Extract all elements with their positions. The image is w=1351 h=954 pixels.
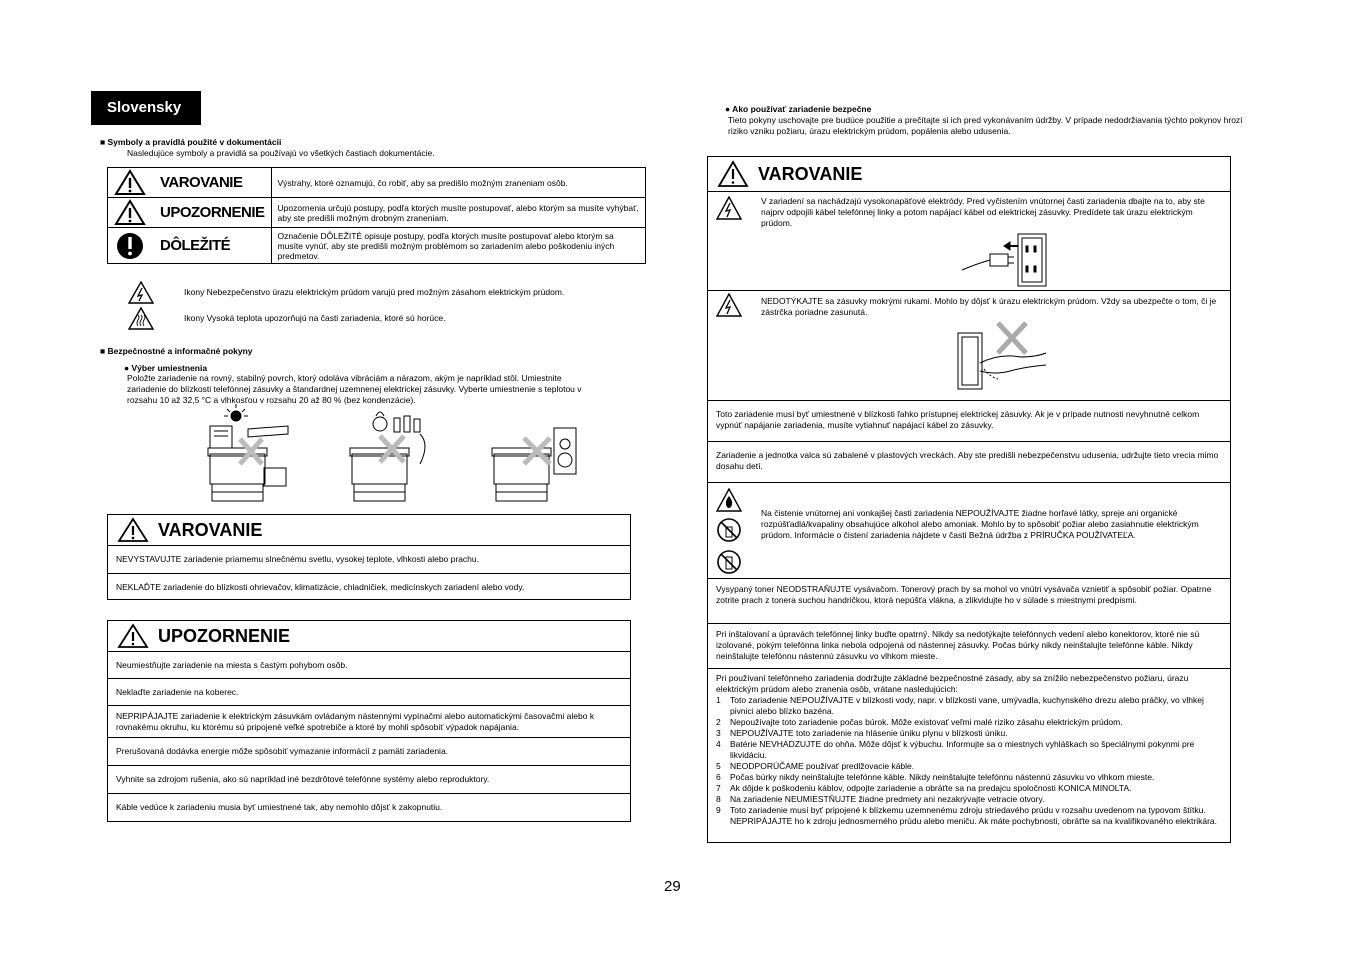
fire-icon [716,488,742,512]
warning-triangle-icon [116,517,150,543]
location-heading: ● Výber umiestnenia [124,363,208,373]
symbols-heading: ■ Symboly a pravidlá použité v dokumentácii [100,137,282,147]
left-caution-row-6: Káble vedúce k zariadeniu musia byť umiestnené tak, aby nemohlo dôjsť k zakopnutiu. [108,793,630,821]
list-item [716,728,1222,739]
list-item [716,761,1222,772]
list-item-text: Ak dôjde k poškodeniu káblov, odpojte zariadenie a obráťte sa na predajcu spoločnosti KONICA MINOLTA. [730,783,1132,793]
no-alcohol-icon [716,549,742,575]
list-item-number: 9 [716,805,721,815]
shock-icon-note: Ikony Nebezpečenstvo úrazu elektrickým prúdom varujú pred možným zásahom elektrickým prúdom. [128,281,564,304]
symbol-warning-text: Výstrahy, ktoré oznamujú, čo robiť, aby sa predišlo možným zraneniam osôb. [271,168,645,198]
location-text: Položte zariadenie na rovný, stabilný povrch, ktorý odoláva vibráciám a nárazom, akým je napríklad stôl. Umiestnite zariadenie do blízkosti telefónnej zásuvky a štandardnej uzemnenej elektrickej zásuvky. Vyberte umiestnenie s teplotou v rozsahu 10 až 32,5 °C a vlhkosťou v rozsahu 20 až 80 % (bez kondenzácie). [127,373,582,405]
right-row-3: Toto zariadenie musí byť umiestnené v blízkosti ľahko prístupnej elektrickej zásuvky. Ak je v prípade nutnosti nevyhnutné celkom vypnúť napájanie zariadenia, musíte vytiahnuť napájací kábel zo zásuvky. [708,400,1230,441]
left-caution-row-1: Neumiestňujte zariadenie na miesta s častým pohybom osôb. [108,651,630,678]
unplug-illustration [960,232,1050,288]
list-item [716,805,1222,827]
list-item-number: 4 [716,739,721,749]
list-item-number: 2 [716,717,721,727]
list-item-number: 7 [716,783,721,793]
left-caution-row-5: Vyhnite sa zdrojom rušenia, ako sú napríklad iné bezdrôtové telefónne systémy alebo reproduktory. [108,765,630,793]
electric-shock-icon [716,293,742,317]
list-item-text: Toto zariadenie musí byť pripojené k blízkemu uzemnenému zdroju striedavého prúdu v rozsahu uvedenom na typovom štítku. NEPRIPÁJAJTE ho k zdroju jednosmerného prúdu alebo meniču. Ak máte pochybnosti, obráťte sa na kvalifikovaného elektrikára. [730,805,1218,826]
right-warning-box [707,156,1231,843]
safe-use-heading: ● Ako používať zariadenie bezpečne [725,104,872,114]
symbol-caution: UPOZORNENIE [108,198,272,228]
left-caution-title: UPOZORNENIE [108,621,630,651]
safety-heading: ■ Bezpečnostné a informačné pokyny [100,346,253,356]
symbol-caution-text: Upozornenia určujú postupy, podľa ktorých musíte postupovať, alebo ktorým sa musíte vyhýbať, aby ste predišli možným drobným zraneniam. [271,198,645,228]
list-item-text: Na zariadenie NEUMIESTŇUJTE žiadne predmety ani nezakrývajte vetracie otvory. [730,794,1045,804]
list-item-text: Počas búrky nikdy neinštalujte telefónne káble. Nikdy neinštalujte telefónnu nástennú zásuvku vo vlhkom mieste. [730,772,1155,782]
left-caution-box [107,620,631,822]
list-item-number: 3 [716,728,721,738]
electric-shock-icon [716,196,742,220]
printer-speaker-illustration [492,428,576,501]
hot-icon-note: Ikony Vysoká teplota upozorňujú na časti zariadenia, ktoré sú horúce. [128,307,445,330]
left-warning-row-1: NEVYSTAVUJTE zariadenie priamemu slnečnému svetlu, vysokej teplote, vlhkosti alebo prachu. [108,545,630,573]
symbols-table [107,167,646,264]
list-intro: Pri používaní telefónneho zariadenia dodržujte základné bezpečnostné zásady, aby sa znížilo nebezpečenstvo požiaru, úrazu elektrickým prúdom alebo zranenia osôb, vrátane nasledujúcich: [716,673,1189,694]
left-caution-row-4: Prerušovaná dodávka energie môže spôsobiť vymazanie informácií z pamäti zariadenia. [108,737,630,765]
warning-triangle-icon [116,623,150,649]
list-item-text: Batérie NEVHADZUJTE do ohňa. Môže dôjsť k výbuchu. Informujte sa o miestnych vyhláškach so špeciálnymi pokynmi pre likvidáciu. [730,739,1195,760]
symbol-important-text: Označenie DÔLEŽITÉ opisuje postupy, podľa ktorých musíte postupovať alebo ktorým sa musíte vynúť, aby ste predišli možným problémom so zariadením alebo poškodeniu iných predmetov. [271,228,645,264]
left-warning-box [107,514,631,600]
list-item [716,783,1222,794]
list-item-text: NEPOUŽÍVAJTE toto zariadenie na hlásenie úniku plynu v blízkosti úniku. [730,728,1008,738]
electric-shock-icon [128,281,154,304]
list-item-text: NEODPORÚČAME používať predlžovacie káble. [730,761,915,771]
list-item [716,739,1222,761]
list-item-text: Nepoužívajte toto zariadenie počas búrok. Môže existovať veľmi malé riziko zásahu elektrickým prúdom. [730,717,1123,727]
list-item [716,717,1222,728]
right-row-4: Zariadenie a jednotka valca sú zabalené v plastových vreckách. Aby ste predišli nebezpečenstvu udusenia, udržujte tieto vrecia mimo dosahu detí. [708,441,1230,482]
page-number: 29 [664,878,681,895]
right-warning-title: VAROVANIE [708,157,1230,191]
language-tab: Slovensky [91,91,201,125]
safety-list [716,695,1222,827]
right-row-8 [708,668,1230,843]
list-item-number: 8 [716,794,721,804]
right-row-7: Pri inštalovaní a úpravách telefónnej linky buďte opatrný. Nikdy sa nedotýkajte telefónnych vedení alebo konektorov, ktoré nie sú izolované, pokým telefónna linka nebola odpojená od nástennej zásuvky. Počas búrky nikdy neinštalujte telefónne káble. Nikdy neinštalujte telefónnu nástennú zásuvku vo vlhkom mieste. [708,623,1230,668]
list-item-text: Toto zariadenie NEPOUŽÍVAJTE v blízkosti vody, napr. v blízkosti vane, umývadla, kuchynského drezu alebo práčky, vo vlhkej pivnici alebo blízko bazéna. [730,695,1204,716]
right-row-2: NEDOTÝKAJTE sa zásuvky mokrými rukami. Mohlo by dôjsť k úrazu elektrickým prúdom. Vždy sa ubezpečte o tom, či je zástrčka poriadne zasunutá. [708,290,1230,400]
printer-sun-heat-illustration [208,404,288,501]
list-item [716,772,1222,783]
warning-triangle-icon [114,169,146,196]
list-item [716,695,1222,717]
list-item-number: 6 [716,772,721,782]
warning-triangle-icon [114,199,146,226]
left-warning-title: VAROVANIE [108,515,630,545]
no-spray-icon [716,517,742,543]
right-row-5: Na čistenie vnútornej ani vonkajšej časti zariadenia NEPOUŽÍVAJTE žiadne horľavé látky, spreje ani organické rozpúšťadlá/kvapaliny obsahujúce alkohol alebo amoniak. Mohlo by to spôsobiť požiar alebo zasiahnutie elektrickým prúdom. Informácie o čistení zariadenia nájdete v časti Bežná údržba z PRÍRUČKA POUŽÍVATEĽA. [708,482,1230,578]
left-caution-row-3: NEPRIPÁJAJTE zariadenie k elektrickým zásuvkám ovládaným nástennými vypínačmi alebo automatickými časovačmi alebo k rovnakému okruhu, ku ktorému sú pripojené veľké spotrebiče a ktoré by mohli spôsobiť výpadok napájania. [108,705,630,737]
placement-illustrations [200,404,590,504]
safe-use-text: Tieto pokyny uschovajte pre budúce použitie a prečítajte si ich pred vykonávaním údržby. V prípade nedodržiavania týchto pokynov hrozí riziko vzniku požiaru, úrazu elektrickým prúdom, popálenia alebo udusenia. [728,115,1243,136]
list-item-number: 1 [716,695,721,705]
list-item [716,794,1222,805]
list-item-number: 5 [716,761,721,771]
warning-triangle-icon [716,160,750,188]
symbols-intro: Nasledujúce symboly a pravidlá sa používajú vo všetkých častiach dokumentácie. [127,148,435,158]
printer-water-plant-illustration [350,412,425,501]
right-row-1: V zariadení sa nachádzajú vysokonapäťové elektródy. Pred vyčistením vnútornej časti zariadenia dbajte na to, aby ste najprv odpojili kábel telefónnej linky a potom napájací kábel od elektrickej zásuvky. Predídete tak úrazu elektrickým prúdom. [708,191,1230,290]
important-exclamation-icon [114,231,146,261]
symbol-warning: VAROVANIE [108,168,272,198]
hot-surface-icon [128,307,154,330]
right-row-6: Vysypaný toner NEODSTRAŇUJTE vysávačom. Tonerový prach by sa mohol vo vnútri vysávača vznietiť a spôsobiť požiar. Opatrne zotrite prach z tonera suchou handričkou, ktorá nepúšťa vlákna, a zlikvidujte ho v súlade s miestnymi predpismi. [708,578,1230,623]
left-warning-row-2: NEKLAĎTE zariadenie do blízkosti ohrievačov, klimatizácie, chladničiek, medicínskych zariadení alebo vody. [108,573,630,600]
symbol-important: DÔLEŽITÉ [108,228,272,264]
wet-hands-plug-illustration [954,319,1050,393]
left-caution-row-2: Neklaďte zariadenie na koberec. [108,678,630,705]
